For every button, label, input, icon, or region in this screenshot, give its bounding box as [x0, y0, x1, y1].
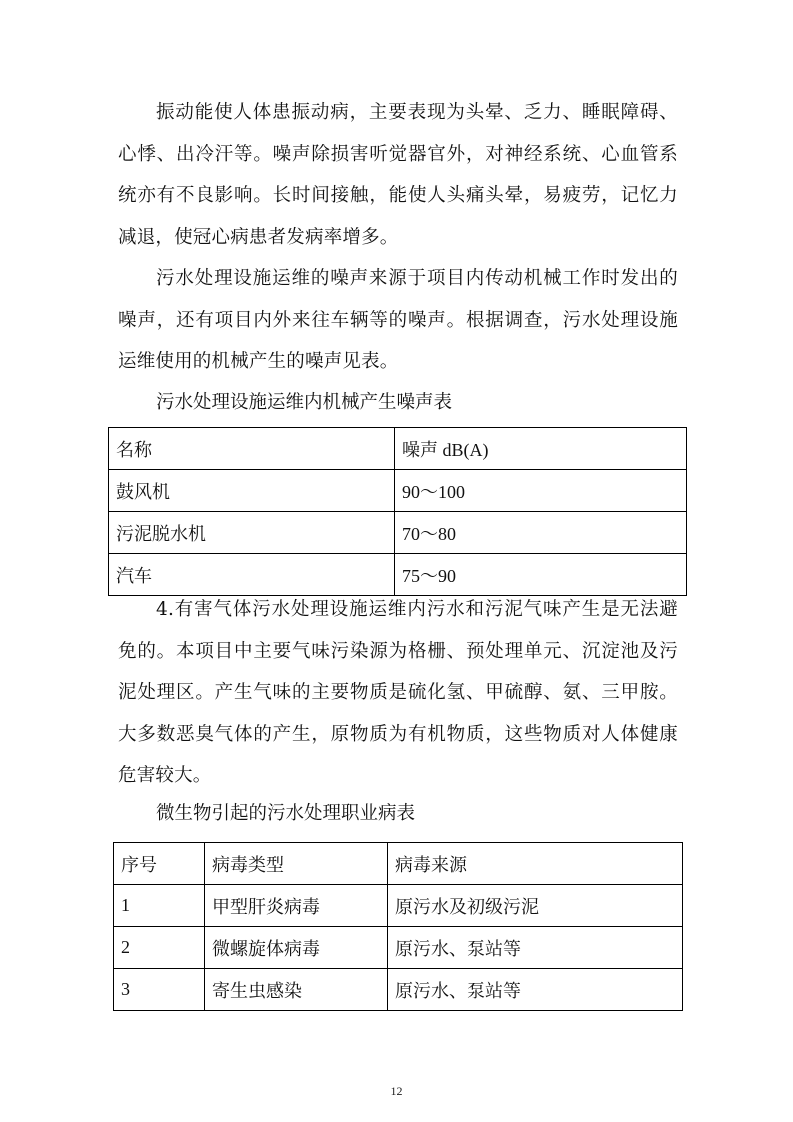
table-header-row: [114, 843, 683, 885]
table-cell: 汽车: [109, 554, 395, 596]
table-header-cell: 病毒来源: [388, 843, 683, 885]
table-cell: 2: [114, 927, 205, 969]
table-cell: 75～90: [395, 554, 687, 596]
disease-table-caption: 微生物引起的污水处理职业病表: [156, 803, 416, 824]
table-cell: 鼓风机: [109, 470, 395, 512]
noise-table-caption: 污水处理设施运维内机械产生噪声表: [156, 392, 453, 413]
table-row: [114, 969, 683, 1011]
table-cell: 70～80: [395, 512, 687, 554]
paragraph-harmful-gas: 4.有害气体污水处理设施运维内污水和污泥气味产生是无法避免的。本项目中主要气味污染源为格栅、预处理单元、沉淀池及污泥处理区。产生气味的主要物质是硫化氢、甲硫醇、氨、三甲胺。大多数恶臭气体的产生，原物质为有机物质，这些物质对人体健康危害较大。: [118, 599, 678, 787]
paragraph-noise-sources: 污水处理设施运维的噪声来源于项目内传动机械工作时发出的噪声，还有项目内外来往车辆等的噪声。根据调查，污水处理设施运维使用的机械产生的噪声见表。: [118, 268, 678, 373]
table-row: [109, 470, 687, 512]
table-row: [114, 927, 683, 969]
table-cell: 90～100: [395, 470, 687, 512]
table-cell: 微螺旋体病毒: [205, 927, 388, 969]
table-cell: 3: [114, 969, 205, 1011]
table-row: [114, 885, 683, 927]
disease-table: [113, 842, 683, 1011]
noise-table: [108, 427, 687, 596]
table-cell: 原污水及初级污泥: [388, 885, 683, 927]
paragraph-vibration-noise-effects: 振动能使人体患振动病，主要表现为头晕、乏力、睡眠障碍、心悸、出冷汗等。噪声除损害听觉器官外，对神经系统、心血管系统亦有不良影响。长时间接触，能使人头痛头晕，易疲劳，记忆力减退，使冠心病患者发病率增多。: [118, 102, 678, 248]
table-cell: 原污水、泵站等: [388, 927, 683, 969]
table-header-cell: 名称: [109, 428, 395, 470]
table-cell: 污泥脱水机: [109, 512, 395, 554]
table-header-cell: 序号: [114, 843, 205, 885]
table-cell: 甲型肝炎病毒: [205, 885, 388, 927]
table-cell: 1: [114, 885, 205, 927]
page-number: 12: [390, 1084, 403, 1098]
table-row: [109, 512, 687, 554]
table-header-cell: 病毒类型: [205, 843, 388, 885]
table-cell: 寄生虫感染: [205, 969, 388, 1011]
table-header-cell: 噪声 dB(A): [395, 428, 687, 470]
table-cell: 原污水、泵站等: [388, 969, 683, 1011]
table-header-row: [109, 428, 687, 470]
